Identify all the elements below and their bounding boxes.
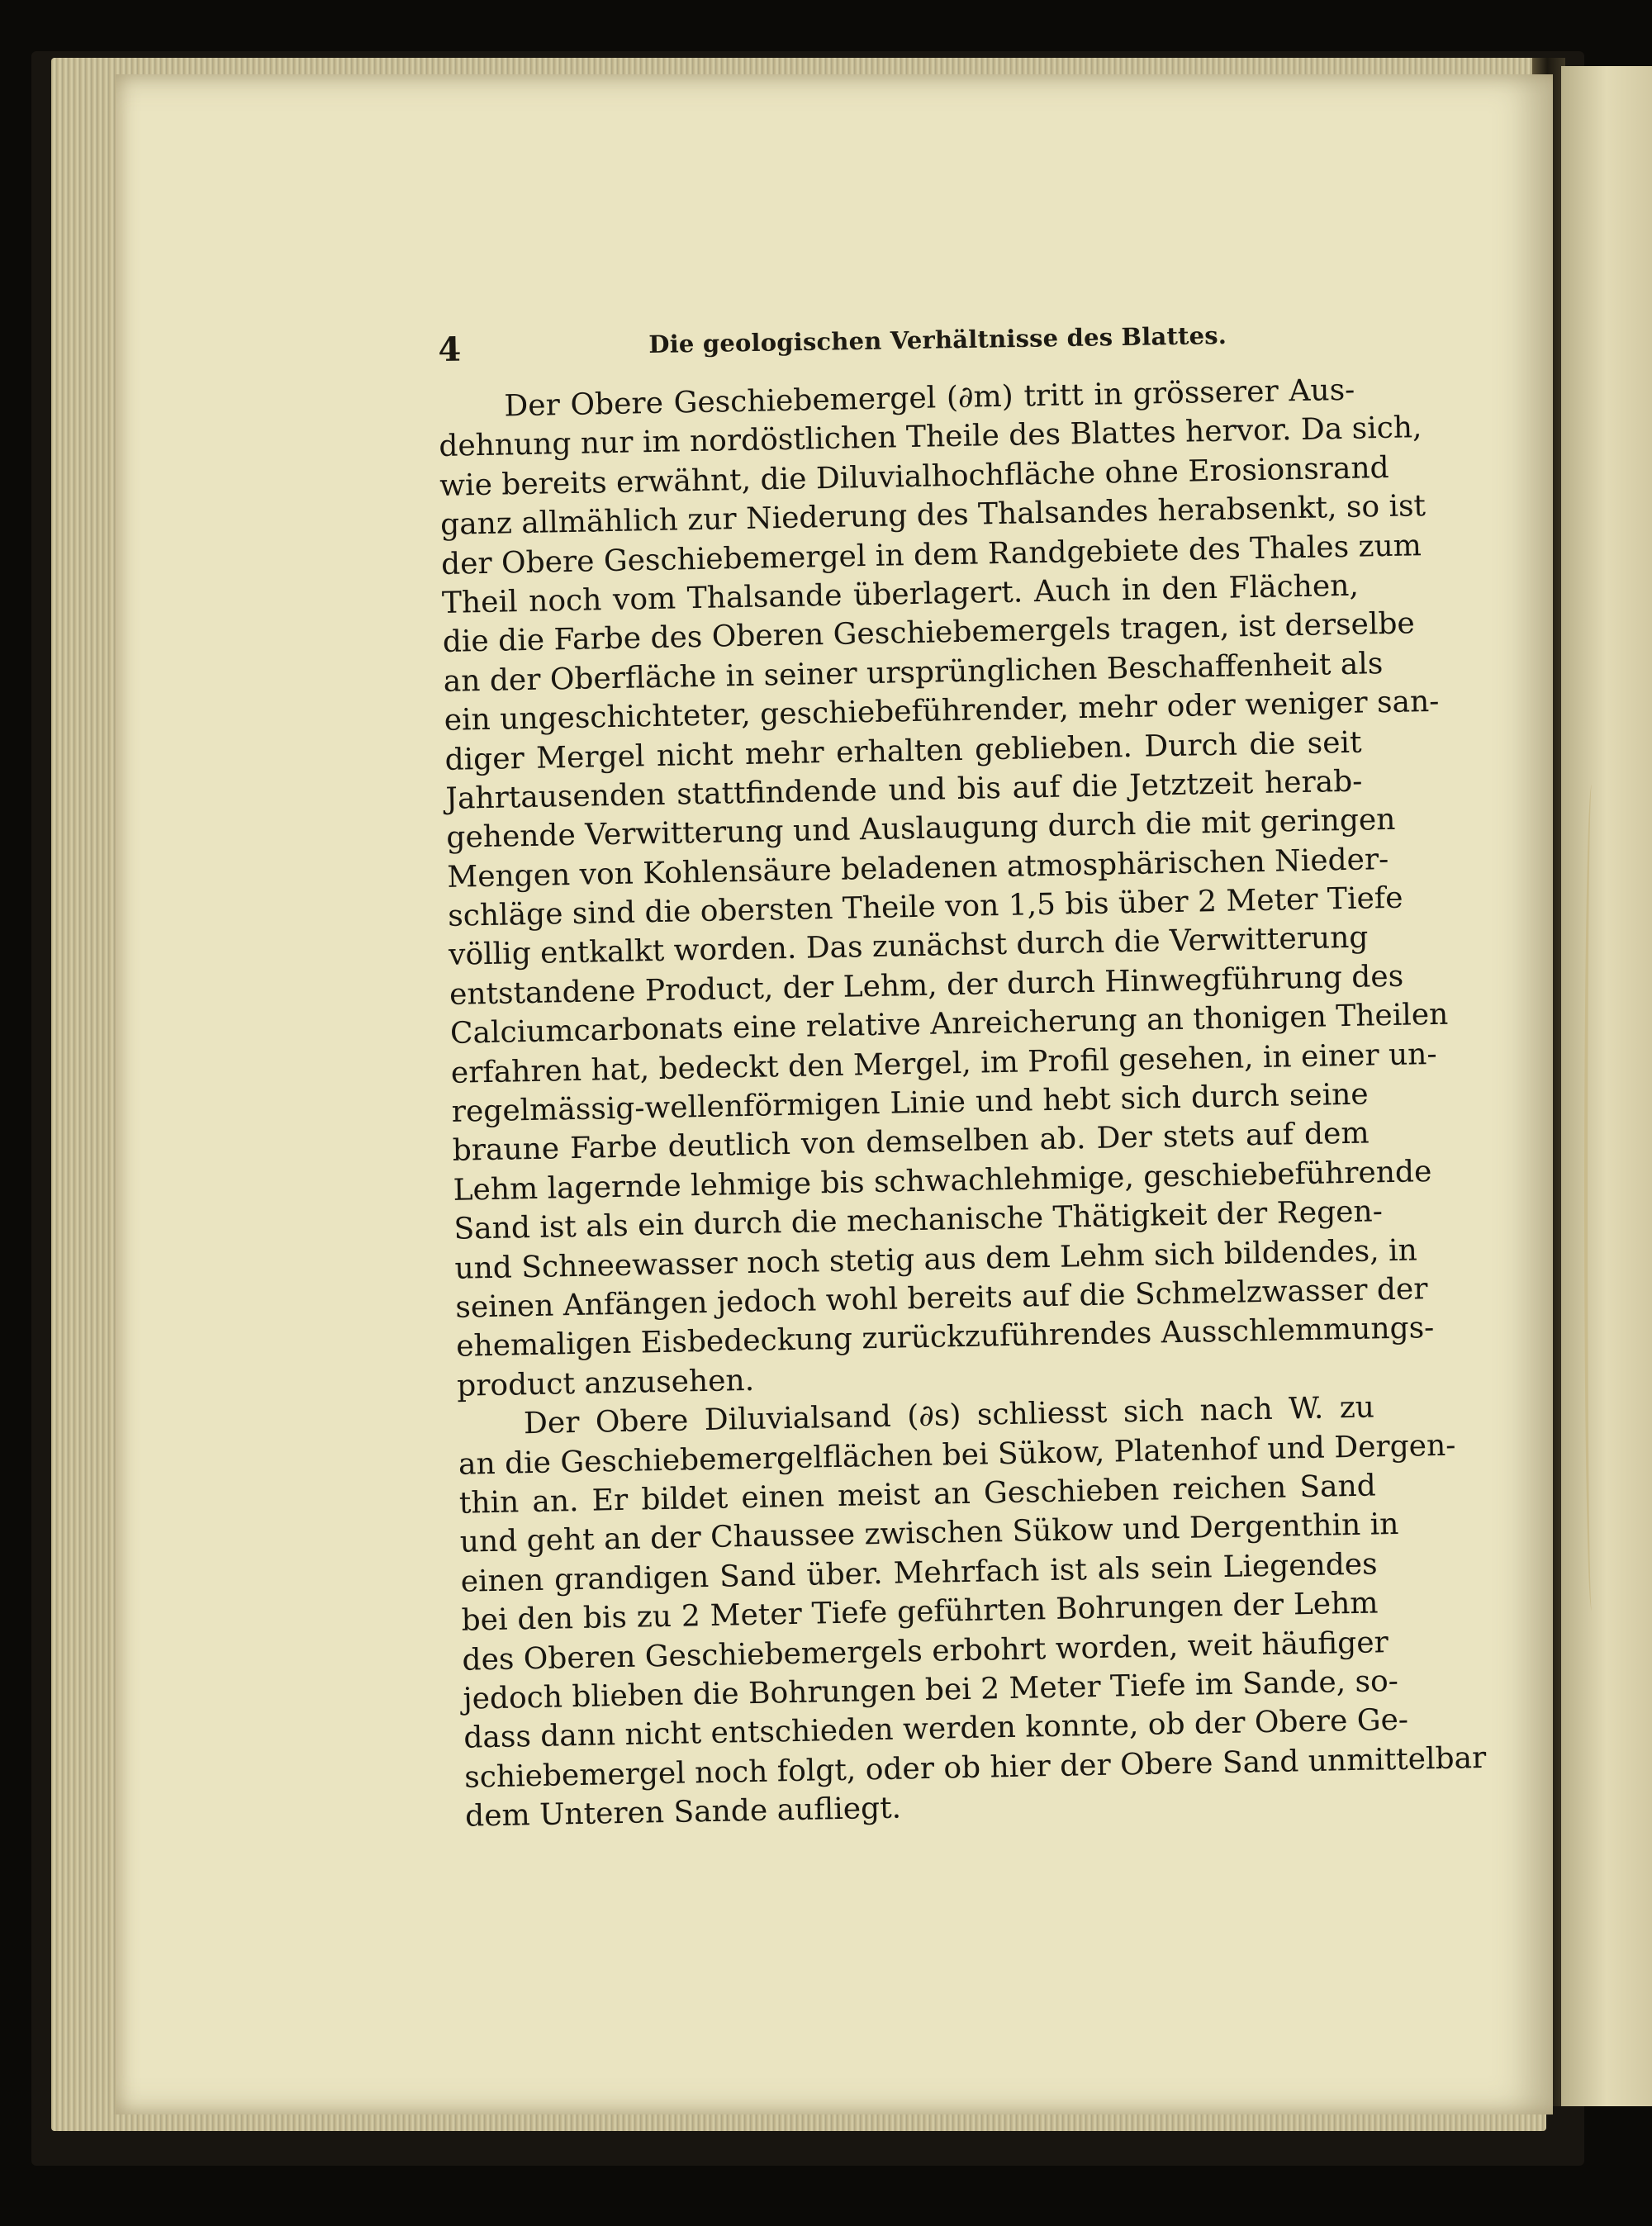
text-line: völlig entkalkt worden. Das zunächst durch die Verwitterung [448, 920, 1369, 973]
running-head: Die geologischen Verhältnisse des Blattes. [648, 321, 1227, 358]
text-line: braune Farbe deutlich von demselben ab. Der stets auf dem [452, 1116, 1370, 1169]
text-line: Lehm lagernde lehmige bis schwachlehmige, geschiebeführende [453, 1154, 1432, 1208]
text-line: des Oberen Geschiebemergels erbohrt worden, weit häufiger [462, 1625, 1389, 1678]
text-line: dehnung nur im nordöstlichen Theile des Blattes hervor. Da sich, [438, 411, 1422, 464]
text-line: Der Obere Geschiebemergel (∂m) tritt in grösserer Aus- [504, 373, 1355, 424]
text-line: erfahren hat, bedeckt den Mergel, im Profil gesehen, in einer un- [450, 1037, 1437, 1090]
text-line: gehende Verwitterung und Auslaugung durch die mit geringen [446, 803, 1396, 856]
text-line: bei den bis zu 2 Meter Tiefe geführten Bohrungen der Lehm [461, 1586, 1379, 1638]
text-line: an die Geschiebemergelflächen bei Sükow, Platenhof und Dergen- [458, 1428, 1456, 1482]
text-line: ein ungeschichteter, geschiebeführender, mehr oder weniger san- [444, 684, 1440, 738]
text-line: an der Oberfläche in seiner ursprünglichen Beschaffenheit als [443, 646, 1384, 699]
text-line: schiebemergel noch folgt, oder ob hier der Obere Sand unmittelbar [463, 1740, 1487, 1795]
text-line: product anzusehen. [456, 1363, 755, 1403]
text-line: jedoch blieben die Bohrungen bei 2 Meter Tiefe im Sande, so- [463, 1664, 1399, 1716]
text-line: Theil noch vom Thalsande überlagert. Auch in den Flächen, [441, 568, 1360, 620]
text-line: Jahrtausenden stattfindende und bis auf die Jetztzeit herab- [445, 764, 1363, 816]
text-line: diger Mergel nicht mehr erhalten geblieben. Durch die seit [444, 725, 1362, 777]
text-line: Mengen von Kohlensäure beladenen atmosphärischen Nieder- [446, 842, 1389, 895]
text-line: Der Obere Diluvialsand (∂s) schliesst sich nach W. zu [523, 1390, 1375, 1441]
facing-page [1561, 66, 1652, 2106]
text-line: die die Farbe des Oberen Geschiebemergels tragen, ist derselbe [442, 606, 1416, 660]
text-line: regelmässig-wellenförmigen Linie und hebt sich durch seine [451, 1077, 1370, 1129]
text-line: einen grandigen Sand über. Mehrfach ist als sein Liegendes [460, 1547, 1378, 1599]
text-line: ganz allmählich zur Niederung des Thalsandes herabsenkt, so ist [439, 489, 1427, 543]
text-line: ehemaligen Eisbedeckung zurückzuführendes Ausschlemmungs- [455, 1311, 1435, 1365]
text-line: Sand ist als ein durch die mechanische Thätigkeit der Regen- [453, 1194, 1384, 1247]
text-line: seinen Anfängen jedoch wohl bereits auf die Schmelzwasser der [454, 1272, 1428, 1325]
text-line: dem Unteren Sande aufliegt. [464, 1791, 902, 1834]
text-line: der Obere Geschiebemergel in dem Randgebiete des Thales zum [440, 528, 1422, 581]
paragraph-obere-diluvialsand [458, 1388, 1487, 1837]
body-text [438, 371, 1487, 1836]
page-number: 4 [438, 330, 462, 369]
text-line: dass dann nicht entschieden werden konnte, ob der Obere Ge- [463, 1703, 1409, 1755]
text-line: und geht an der Chaussee zwischen Sükow und Dergenthin in [459, 1507, 1399, 1560]
text-line: wie bereits erwähnt, die Diluvialhochfläche ohne Erosionsrand [439, 450, 1389, 503]
paragraph-obere-geschiebemergel [438, 371, 1449, 1406]
text-line: Calciumcarbonats eine relative Anreicherung an thonigen Theilen [449, 997, 1449, 1051]
text-line: entstandene Product, der Lehm, der durch Hinwegführung des [449, 959, 1404, 1012]
text-line: schläge sind die obersten Theile von 1,5 bis über 2 Meter Tiefe [447, 880, 1403, 933]
text-line: thin an. Er bildet einen meist an Geschieben reichen Sand [458, 1469, 1377, 1521]
bookmark-ribbon [1584, 785, 1599, 1611]
text-line: und Schneewasser noch stetig aus dem Lehm sich bildendes, in [454, 1233, 1418, 1286]
